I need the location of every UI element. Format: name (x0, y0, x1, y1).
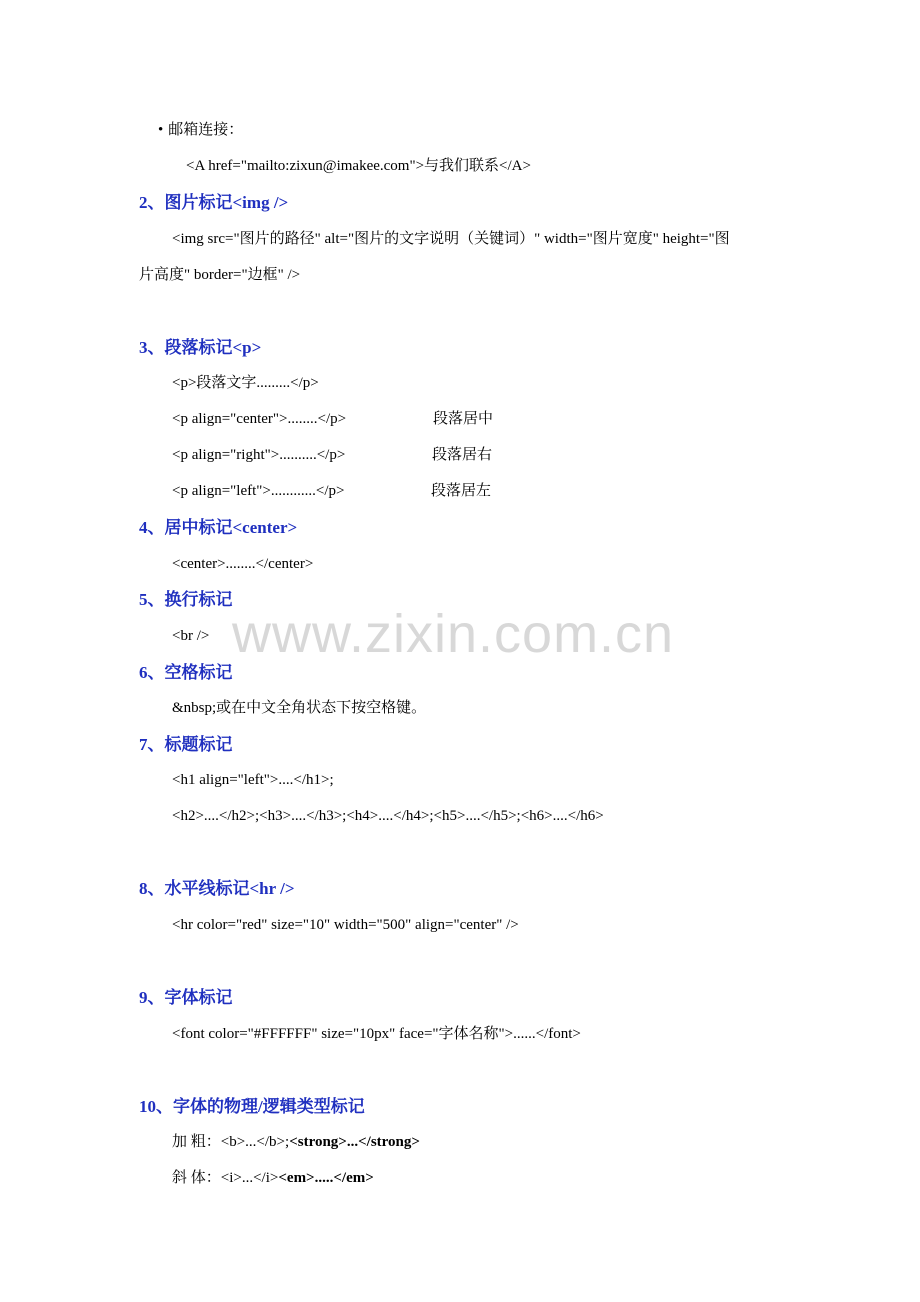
mailto-label-line (158, 120, 243, 140)
space-code: &nbsp;或在中文全角状态下按空格键。 (172, 700, 427, 716)
heading-title-tags: 7、标题标记 (139, 735, 233, 754)
p-code-right: <p align="right">..........</p> (172, 447, 346, 463)
heading-img: 2、图片标记<img /> (139, 193, 289, 212)
img-code-line2: 片高度" border="边框" /> (139, 267, 301, 283)
p-code-basic: <p>段落文字.........</p> (172, 375, 319, 391)
h2-h6-code: <h2>....</h2>;<h3>....</h3>;<h4>....</h4>;<h5>....</h5>;<h6>....</h6> (172, 808, 604, 824)
heading-paragraph: 3、段落标记<p> (139, 338, 262, 357)
p-desc-right: 段落居右 (432, 447, 493, 463)
mailto-code: <A href="mailto:zixun@imakee.com">与我们联系</A> (186, 158, 531, 174)
heading-center: 4、居中标记<center> (139, 518, 298, 537)
p-desc-left: 段落居左 (431, 483, 492, 499)
bold-label: 加 粗： (172, 1134, 221, 1150)
img-code-line1: <img src="图片的路径" alt="图片的文字说明（关键词）" width="图片宽度" height="图 (172, 231, 730, 247)
italic-label: 斜 体： (172, 1170, 221, 1186)
br-code: <br /> (172, 628, 210, 644)
font-code: <font color="#FFFFFF" size="10px" face="字体名称">......</font> (172, 1026, 581, 1042)
h1-code: <h1 align="left">....</h1>; (172, 772, 334, 788)
strong-code: <strong>...</strong> (289, 1134, 420, 1150)
heading-physical-logical: 10、字体的物理/逻辑类型标记 (139, 1097, 365, 1116)
bullet-icon: • (158, 122, 164, 138)
italic-plain-code: <i>...</i> (220, 1170, 279, 1186)
p-desc-center: 段落居中 (433, 411, 494, 427)
center-code: <center>........</center> (172, 556, 314, 572)
heading-font: 9、字体标记 (139, 988, 233, 1007)
hr-code: <hr color="red" size="10" width="500" align="center" /> (172, 917, 519, 933)
heading-linebreak: 5、换行标记 (139, 590, 233, 609)
p-code-left: <p align="left">............</p> (172, 483, 345, 499)
watermark: www.zixin.com.cn (232, 604, 675, 664)
mailto-label: 邮箱连接： (168, 122, 244, 138)
italic-line (172, 1168, 374, 1188)
heading-hr: 8、水平线标记<hr /> (139, 879, 295, 898)
bold-plain-code: <b>...</b>; (220, 1134, 290, 1150)
p-code-center: <p align="center">........</p> (172, 411, 347, 427)
heading-space: 6、空格标记 (139, 663, 233, 682)
em-code: <em>.....</em> (278, 1170, 374, 1186)
bold-line (172, 1132, 420, 1152)
